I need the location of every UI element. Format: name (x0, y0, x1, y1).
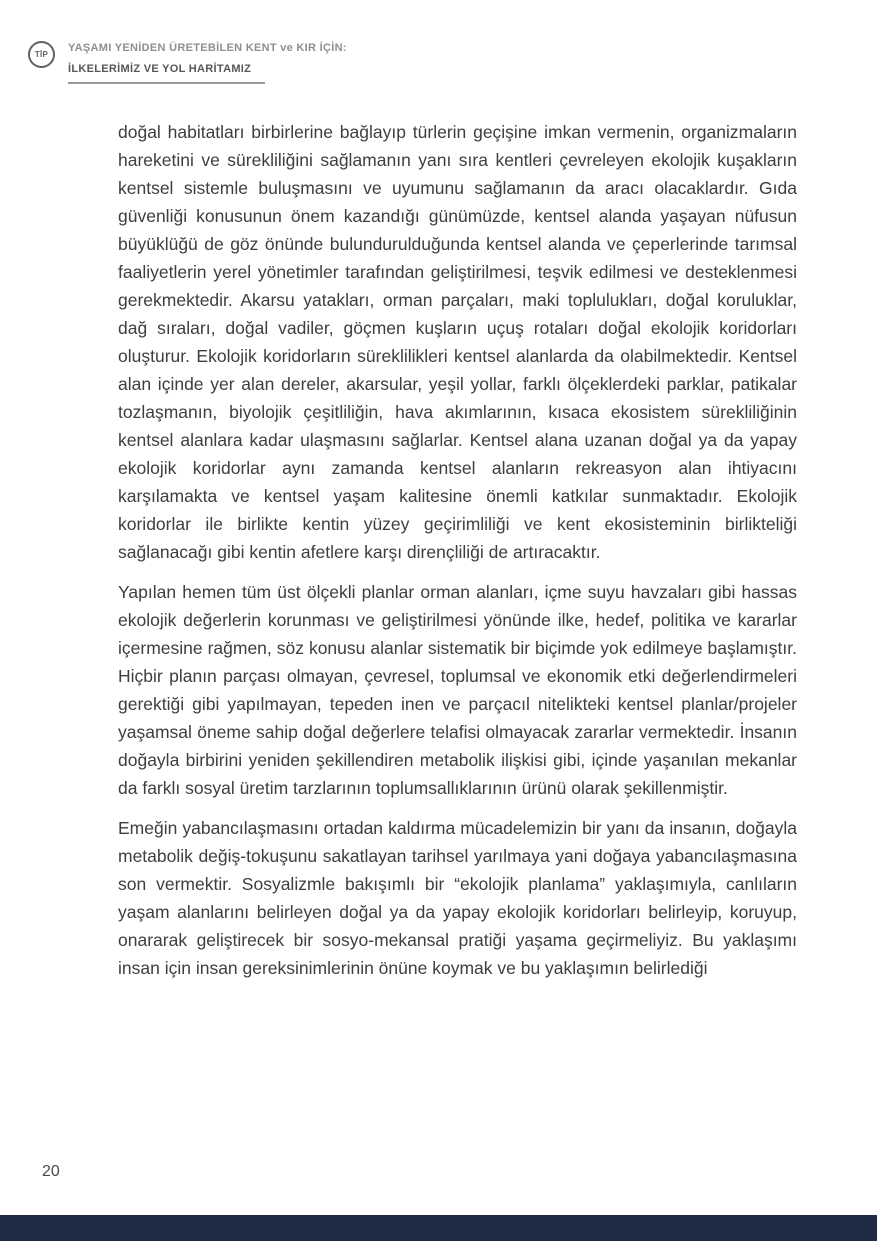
paragraph-2: Yapılan hemen tüm üst ölçekli planlar orman alanları, içme suyu havzaları gibi hassas ekolojik değerlerin korunması ve geliştirilmesi yönünde ilke, hedef, politika ve kararlar içermesine rağmen, söz konusu alanlar sistematik bir biçimde yok edilmeye başlamıştır. Hiçbir planın parçası olmayan, çevresel, toplumsal ve ekonomik etki değerlendirmeleri gerektiği gibi yapılmayan, tepeden inen ve parçacıl nitelikteki kentsel planlar/projeler yaşamsal öneme sahip doğal değerlere telafisi olmayacak zararlar vermektedir. İnsanın doğayla birbirini yeniden şekillendiren metabolik ilişkisi gibi, içinde yaşanılan mekanlar da farklı sosyal üretim tarzlarının toplumsallıklarının ürünü olarak şekillenmiştir. (118, 582, 797, 798)
tip-party-logo-icon (28, 41, 55, 68)
paragraph-1: doğal habitatları birbirlerine bağlayıp türlerin geçişine imkan vermenin, organizmaların hareketini ve sürekliliğini sağlamanın yanı sıra kentleri çevreleyen ekolojik kuşakların kentsel sistemle buluşmasını ve uyumunu sağlamanın da aracı olacaklardır. Gıda güvenliği konusunun önem kazandığı günümüzde, kentsel alanda yaşayan nüfusun büyüklüğü de göz önünde bulundurulduğunda kentsel alanda ve çeperlerinde tarımsal faaliyetlerin yerel yönetimler tarafından geliştirilmesi, teşvik edilmesi ve desteklenmesi gerekmektedir. Akarsu yatakları, orman parçaları, maki toplulukları, doğal koruluklar, dağ sıraları, doğal vadiler, göçmen kuşların uçuş rotaları doğal ekolojik koridorları oluşturur. Ekolojik koridorların süreklilikleri kentsel alanlarda da olabilmektedir. Kentsel alan içinde yer alan dereler, akarsular, yeşil yollar, farklı ölçeklerdeki parklar, patikalar tozlaşmanın, biyolojik çeşitliliğin, hava akımlarının, kısaca ekosistem sürekliliğinin kentsel alanlara kadar ulaşmasını sağlarlar. Kentsel alana uzanan doğal ya da yapay ekolojik koridorlar aynı zamanda kentsel alanların rekreasyon alan ihtiyacını karşılamakta ve kentsel yaşam kalitesine önemli katkılar sunmaktadır. Ekolojik koridorlar ile birlikte kentin yüzey geçirimliliği ve kent ekosisteminin birlikteliği sağlanacağı gibi kentin afetlere karşı dirençliliği de artıracaktır. (118, 122, 797, 562)
logo-text: TİP (34, 50, 49, 59)
header-title-block (68, 38, 347, 84)
header-title-line2: İLKELERİMİZ VE YOL HARİTAMIZ (68, 63, 265, 84)
header-title-line1: YAŞAMI YENİDEN ÜRETEBİLEN KENT ve KIR İÇİN: (68, 42, 347, 54)
paragraph-3: Emeğin yabancılaşmasını ortadan kaldırma mücadelemizin bir yanı da insanın, doğayla metabolik değiş-tokuşunu sakatlayan tarihsel yarılmaya yani doğaya yabancılaşmasına son vermektir. Sosyalizmle bakışımlı bir “ekolojik planlama” yaklaşımıyla, canlıların yaşam alanlarını belirleyen doğal ya da yapay ekolojik koridorları belirleyip, koruyup, onararak geliştirecek bir sosyo-mekansal pratiği yaşama geçirmeliyiz. Bu yaklaşımı insan için insan gereksinimlerinin önüne koymak ve bu yaklaşımın belirlediği (118, 818, 797, 978)
page-header (28, 38, 347, 84)
footer-bar (0, 1215, 877, 1241)
page-number: 20 (42, 1163, 60, 1180)
body-text-column (118, 118, 797, 994)
